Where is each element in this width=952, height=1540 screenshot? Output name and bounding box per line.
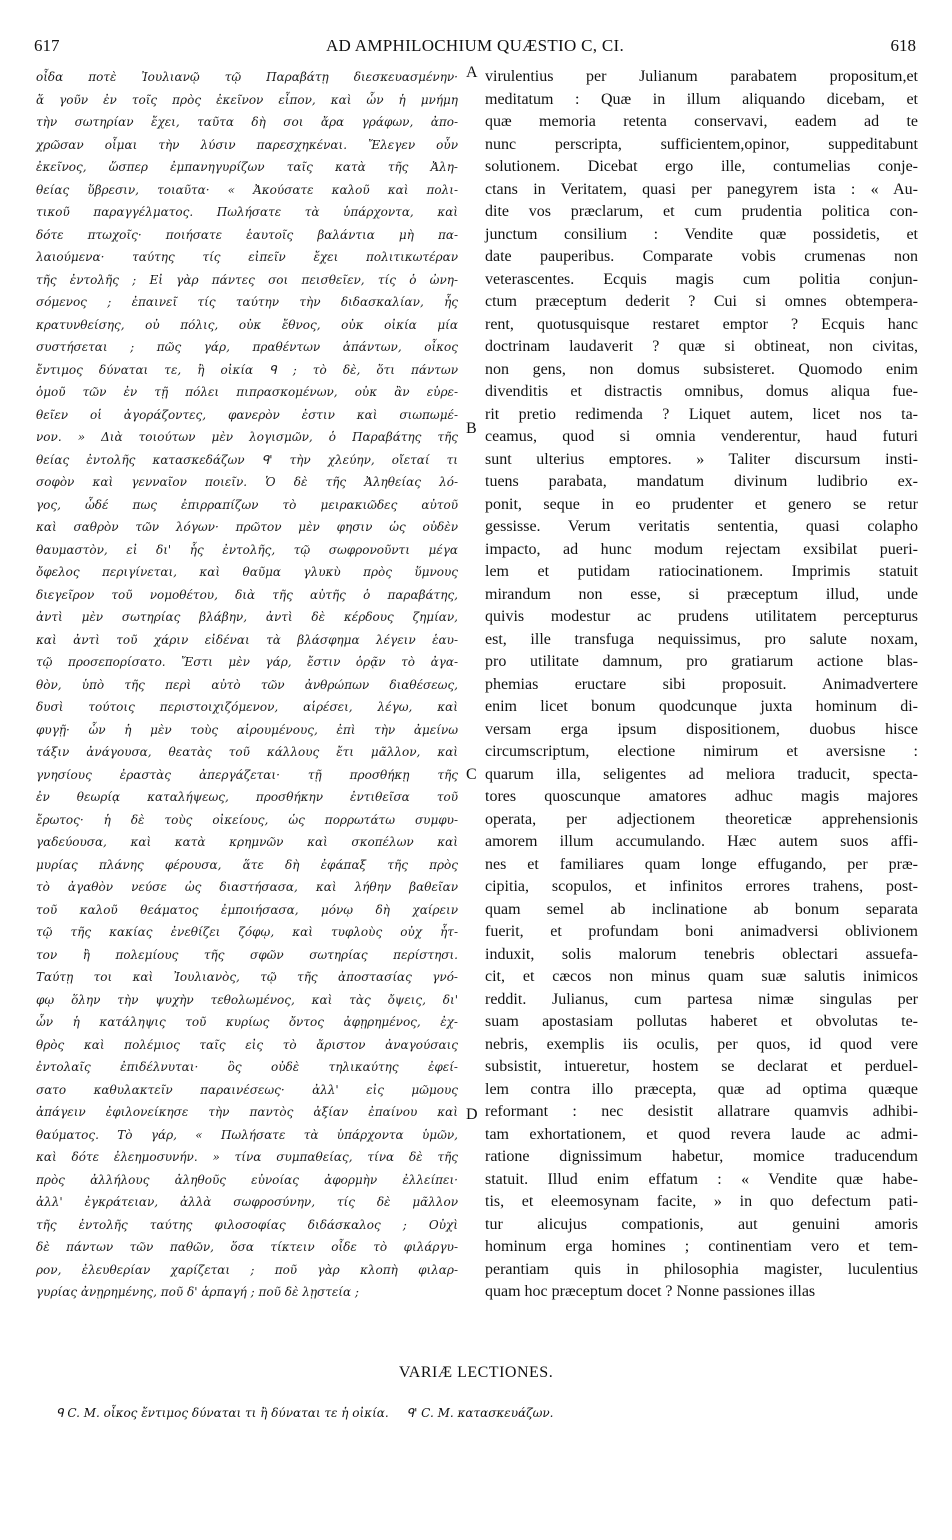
greek-text-column [36,66,458,1304]
greek-text-line: θεῖεν οἱ ἀγοράζοντες, φανερὸν ἐστιν καὶ σιωπωμέ- [36,407,458,422]
greek-text-line: ὄφελος περιγίνεται, καὶ θαῦμα γλυκὺ πρὸς ὕμνους [36,565,458,579]
latin-text-line: dite vos præclarum, et cum prudentia politica con- [485,203,918,220]
latin-text-line: fuerit, et profundam boni animadversi oblivionem [485,923,918,940]
latin-text-line: junctum consilium : Vendite quæ possidetis, et [485,225,918,243]
latin-text-line: impacto, ad hunc modum rejectam exsibilat pueri- [485,540,918,558]
greek-text-line: συστήσεται ; πῶς γάρ, πραθέντων ἁπάντων, οἶκος [36,340,458,354]
latin-text-line: operata, per adjectionem theoreticæ apprehensionis [485,810,918,828]
greek-text-line: θαύματος. Τὸ γάρ, « Πωλήσατε τὰ ὑπάρχοντα ὑμῶν, [36,1127,458,1142]
latin-text-line: versam erga ipsum dispositionem, duobus hisce [485,720,918,738]
greek-text-line: οἶδα ποτὲ Ἰουλιανῷ τῷ Παραβάτῃ διεσκευασμένην· [36,70,458,84]
latin-text-line: cit, et cæcos non minus quam suæ salutis inimicos [485,968,918,985]
latin-text-line: nes et familiares quam longe effugando, per præ- [485,855,918,873]
latin-text-line: gessisse. Verum veritatis sententia, quasi colapho [485,518,918,535]
latin-text-line: reddit. Julianus, cum partesa nimæ singulas per [485,990,918,1008]
latin-text-line: ponit, seque in eo prudenter et genero se retur [485,495,918,513]
greek-text-line: τῷ τῆς κακίας ἐνεθίζει ζόφῳ, καὶ τυφλοὺς οὐχ ἧτ- [36,925,458,939]
greek-text-line: καὶ δότε ἐλεημοσυνήν. » τίνα συμπαθείας, τίνα δὲ τῆς [36,1150,458,1164]
greek-text-line: τάξιν ἀνάγουσα, θεατὰς τοῦ κάλλους ἔτι μᾶλλον, καὶ [36,745,458,759]
variant-note-1: ᑫ C. M. οἶκος ἔντιμος δύναται τι ἢ δύναται τε ἡ οἰκία. [56,1406,389,1420]
greek-text-line: τῆς ἐντολῆς ταύτης φιλοσοφίας διδάσκαλος ; Οὐχὶ [36,1217,458,1232]
latin-text-line: doctrinam laudaverit ? quæ si obtineat, non civitas, [485,338,918,355]
latin-text-line: sunt ulterius emptores. » Taliter discursum insti- [485,450,918,468]
right-page-number: 618 [890,36,916,55]
greek-text-line: τῆς ἐντολῆς ; Εἰ γὰρ πάντες σοι πεισθεῖεν, τίς ὁ ὠνη- [36,272,458,287]
greek-text-line: χρῶσαν οἶμαι τὴν λύσιν παρεσχηκέναι. Ἔλεγεν οὖν [36,137,458,152]
greek-text-line: τον ἢ πολεμίους τῆς σφῶν σωτηρίας περίστησι. [36,947,458,962]
greek-text-line: θὸν, ὑπὸ τῆς περὶ αὐτὸ τῶν ἀνθρώπων διαθέσεως, [36,677,458,692]
greek-text-line: δότε πτωχοῖς· ποιήσατε ἑαυτοῖς βαλάντια μὴ πα- [36,227,458,242]
greek-text-line: τὴν σωτηρίαν ἔχει, ταῦτα δὴ σοι ἄρα γράφων, ἀπο- [36,115,458,129]
latin-text-line: circumscriptum, electione nimirum et aversisne : [485,743,918,760]
greek-text-line: τὸ ἀγαθὸν νεύσε ὡς διαστήσασα, καὶ λήθην βαθεῖαν [36,880,458,894]
variant-note-2: ᑫ' C. M. κατασκευάζων. [406,1406,554,1420]
greek-text-line: πρὸς ἀλλήλους ἀληθοῦς εὐνοίας ἀφορμὴν ἐλλείπει· [36,1172,458,1187]
latin-text-line: nunc perscripta, sufficientem,opinor, suppeditabunt [485,135,918,153]
section-marker-b: B [466,420,477,437]
variae-lectiones-notes [56,1406,916,1420]
greek-text-line: θείας ὕβρεσιν, τοιαῦτα· « Ἀκούσατε καλοῦ καὶ πολι- [36,182,458,197]
greek-text-line: μυρίας πλάνης φέρουσα, ἅτε δὴ ἐφάπαξ τῆς πρὸς [36,857,458,872]
greek-text-line: καὶ ἀντὶ τοῦ χάριν εἰδέναι τὰ βλάσφημα λέγειν ἑαυ- [36,632,458,647]
latin-text-line: ctum præceptum dederit ? Cui si omnes obtempera- [485,293,918,310]
latin-text-line: subsistit, intueretur, hostem se declarat et perduel- [485,1058,918,1075]
section-marker-d: D [466,1106,478,1123]
greek-text-line: σόμενος ; ἐπαινεῖ τίς ταύτην τὴν διδασκαλίαν, ἧς [36,295,458,309]
latin-text-line: enim licet bonum quodcunque juxta hominum di- [485,698,918,715]
greek-text-line: Ταύτῃ τοι καὶ Ἰουλιανὸς, τῷ τῆς ἀποστασίας γνό- [36,970,458,984]
latin-text-line: quam hoc præceptum docet ? Nonne passiones illas [485,1283,816,1300]
greek-text-line: σατο καθυλακτεῖν παραινέσεως· ἀλλ' εἰς μῶμους [36,1082,458,1097]
latin-text-line: induxit, solis malorum tenebris oblectari assuefa- [485,945,918,963]
latin-text-line: veterascentes. Ecquis magis cum politia conjun- [485,270,918,288]
latin-text-line: cipitia, scopulos, et infinitos errores trahens, post- [485,878,918,895]
latin-text-line: tores quoscunque amatores adhuc magis majores [485,788,918,805]
greek-text-line: δυσὶ τούτοις περιστοιχιζόμενον, αἱρέσει, λέγω, καὶ [36,700,458,714]
latin-text-line: ratione dignissimum habetur, momice traducendum [485,1148,918,1165]
greek-text-line: διεγεῖρον τοῦ νομοθέτου, διὰ τῆς αὐτῆς ὁ παραβάτης, [36,587,458,602]
latin-text-line: date pauperibus. Comparate vobis crumenas non [485,248,918,265]
greek-text-line: τοῦ καλοῦ θεάματος ἐμποιήσασα, μόνῳ δὴ χαίρειν [36,902,458,917]
greek-text-line: θαυμαστὸν, εἰ δι' ἧς ἐντολῆς, τῷ σωφρονοῦντι μέγα [36,542,458,557]
latin-text-line: pro utilitate damnum, pro gratiarum actione blas- [485,653,918,670]
latin-text-line: suam apostasiam pollutas haberet et obvolutas te- [485,1013,918,1030]
latin-text-line: perantiam quis in philosophia magister, luculentius [485,1260,918,1278]
latin-text-line: rit pretio redimenda ? Liquet autem, licet nos ta- [485,405,918,423]
latin-text-line: ctans in Veritatem, quasi per panegyrem ista : « Au- [485,180,918,198]
latin-text-line: quam semel ab inclinatione ab bonum separata [485,900,918,918]
greek-text-line: ὧν ἡ κατάληψις τοῦ κυρίως ὄντος ἀφῃρημένος, ἐχ- [36,1015,458,1029]
section-marker-c: C [466,766,477,783]
greek-text-line: τῷ προσεπορίσατο. Ἔστι μὲν γάρ, ἔστιν ὁρᾷν τὸ ἀγα- [36,655,458,669]
latin-text-line: tur alicujus compationis, aut genuini amoris [485,1215,918,1233]
greek-text-line: ἅ γοῦν ἐν τοῖς πρὸς ἐκεῖνον εἶπον, καὶ ὧν ἡ μνήμη [36,92,458,107]
greek-text-line: θρὸς καὶ πολέμιος ταῖς εἰς τὸ ἄριστον ἀναγούσαις [36,1037,458,1052]
latin-text-line: mirandum non esse, si præceptum illud, unde [485,585,918,603]
greek-text-line: θείας ἐντολῆς κατασκεδάζων ᑫ' τὴν χλεύην, οἴεταί τι [36,452,458,467]
greek-text-line: ἀλλ' ἐγκράτειαν, ἀλλὰ σωφροσύνην, τίς δὲ μᾶλλον [36,1195,458,1209]
latin-text-line: quarum illa, seligentes ad meliora traducit, specta- [485,765,918,783]
greek-text-line: καὶ σαθρὸν τῶν λόγων· πρῶτον μὲν φησιν ὡς οὐδὲν [36,520,458,534]
latin-text-line: virulentius per Julianum parabatem propositum,et [485,68,918,85]
latin-text-line: non gens, non domus subsisteret. Quomodo enim [485,360,918,378]
latin-text-line: est, ille transfuga nequissimus, pro salute noxam, [485,630,918,648]
running-title: AD AMPHILOCHIUM QUÆSTIO C, CI. [325,36,625,55]
greek-text-line: ἀπάγειν ἐφιλονείκησε τὴν παντὸς ἀξίαν ἐπαίνου καὶ [36,1105,458,1119]
greek-text-line: νον. » Διὰ τοιούτων μὲν λογισμῶν, ὁ Παραβάτης τῆς [36,430,458,444]
greek-text-line: σοφὸν καὶ γενναῖον ποιεῖν. Ὁ δὲ τῆς Ἀληθείας λό- [36,475,458,489]
latin-text-line: rent, quotusquisque restaret emptor ? Ecquis hanc [485,315,918,333]
greek-text-line: ἐν θεωρίᾳ καταλήψεως, προσθήκην ἐντιθεῖσα τοῦ [36,790,458,804]
greek-text-line: κρατυνθείσης, οὐ πόλις, οὐκ ἔθνος, οὐκ οἰκία μία [36,317,458,332]
latin-text-line: lem contra illo præcepta, quæ ad optima quæque [485,1080,918,1098]
greek-text-line: γος, ὧδέ πως ἐπιρραπίζων τὸ μειρακιῶδες αὐτοῦ [36,497,458,512]
latin-text-line: ceamus, quod si omnia venderentur, haud futuri [485,428,918,445]
latin-text-line: nebris, exemplis iis oculis, per quos, id quod vere [485,1035,918,1053]
latin-text-line: solutionem. Dicebat ergo ille, contumelias conje- [485,158,918,175]
variae-lectiones-heading: VARIÆ LECTIONES. [398,1364,554,1381]
latin-text-line: divenditis et distractis omnibus, domus aliqua fue- [485,383,918,400]
latin-text-line: phemias eructare sibi proposuit. Animadvertere [485,675,918,693]
page-header [34,36,916,58]
greek-text-line: ὁμοῦ τῶν ἐν τῇ πόλει πιπρασκομένων, οὐκ ἂν εὑρε- [36,385,458,399]
greek-text-line: ἔρωτος· ἡ δὲ τοὺς οἰκείους, ὡς πορρωτάτω συμφυ- [36,812,458,827]
greek-text-line: τικοῦ παραγγέλματος. Πωλήσατε τὰ ὑπάρχοντα, καὶ [36,205,458,219]
latin-text-line: amorem illum accumulando. Hæc autem suos affi- [485,833,918,850]
greek-text-line: γυρίας ἀνῃρημένης, ποῦ δ' ἁρπαγή ; ποῦ δὲ λῃστεία ; [36,1285,359,1299]
greek-text-line: γνησίους ἐραστὰς ἀπεργάζεται· τῇ προσθήκῃ τῆς [36,767,458,782]
greek-text-line: ἀντὶ μὲν σωτηρίας βλάβην, ἀντὶ δὲ κέρδους ζημίαν, [36,610,458,624]
greek-text-line: γαδεύουσα, καὶ κατὰ κρημνῶν καὶ σκοπέλων καὶ [36,835,458,849]
left-page-number: 617 [34,36,60,55]
latin-text-line: hominum erga homines ; continentiam vero et tem- [485,1238,918,1255]
greek-text-line: λαιούμενα· ταύτης τίς εἰπεῖν ἔχει πολιτικωτέραν [36,250,458,264]
greek-text-line: ἐκεῖνος, ὥσπερ ἐμπανηγυρίζων ταῖς κατὰ τῆς Ἀλη- [36,160,458,174]
latin-text-line: lem et putidam ratiocinationem. Imprimis statuit [485,563,918,580]
latin-text-line: reformant : nec desistit allatrare quamvis adhibi- [485,1103,918,1120]
greek-text-line: ἐντολαῖς ἐπιδέλνυται· ὃς οὐδὲ τηλικαύτης ἐφεί- [36,1060,458,1074]
greek-text-line: ἔντιμος δύναται τε, ἢ οἰκία ᑫ ; τὸ δὲ, ὅτι πάντων [36,362,458,377]
greek-text-line: δὲ πάντων τῶν παθῶν, ὅσα τίκτειν οἶδε τὸ φιλάργυ- [36,1240,458,1254]
greek-text-line: ρον, ἐλευθερίαν χαρίζεται ; ποῦ γὰρ κλοπὴ φιλαρ- [36,1262,458,1277]
latin-text-line: meditatum : Quæ in illum aliquando dicebam, et [485,90,918,108]
greek-text-line: φῳ ὅλην τὴν ψυχὴν τεθολωμένος, καὶ τὰς ὄψεις, δι' [36,992,458,1007]
latin-text-line: tam exhortationem, et quod revera laude ac admi- [485,1125,918,1143]
latin-text-line: tuens parabata, mandatum divinum ludibrio ex- [485,473,918,490]
latin-text-line: quivis modestur ac prudens utilitatem percepturus [485,608,918,625]
greek-text-line: φυγῇ· ὧν ἡ μὲν τοὺς αἱρουμένους, ἐπὶ τὴν ἀμείνω [36,722,458,737]
section-marker-a: A [466,64,478,81]
latin-text-line: quæ memoria retenta conservavi, eadem ad te [485,113,918,130]
latin-text-column [485,66,918,1304]
latin-text-line: tis, et eleemosynam facite, » in quo defectum pati- [485,1193,918,1210]
latin-text-line: statuit. Illud enim effatum : « Vendite quæ habe- [485,1170,918,1188]
